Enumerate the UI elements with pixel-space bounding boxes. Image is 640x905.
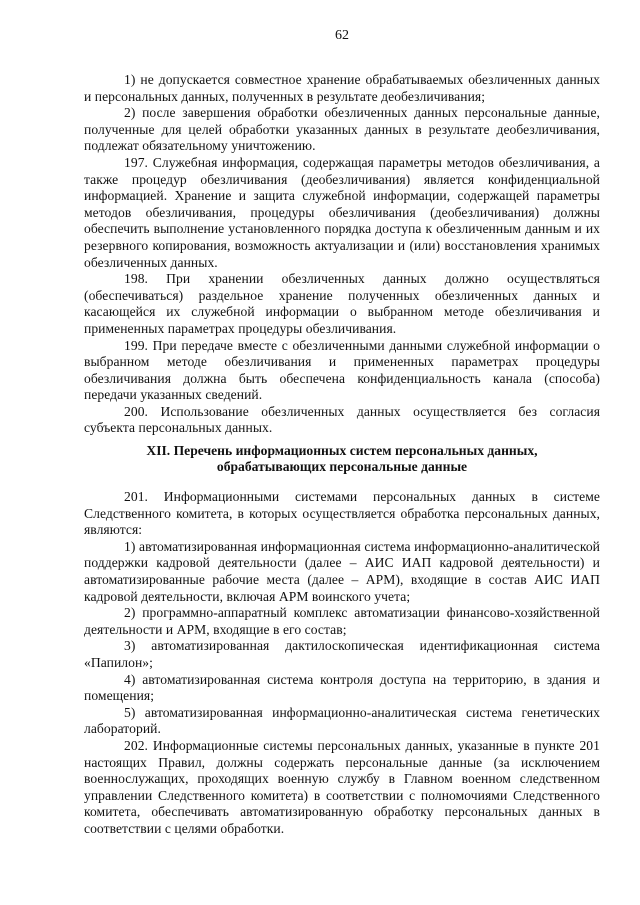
paragraph-200: 200. Использование обезличенных данных осуществляется без согласия субъекта персональных данных. <box>84 403 600 436</box>
section-heading-line-2: обрабатывающих персональные данные <box>216 459 468 475</box>
list-item-5-genetic-labs: 5) автоматизированная информационно-аналитическая система генетических лабораторий. <box>84 704 600 737</box>
paragraph-2-destroy-after-processing: 2) после завершения обработки обезличенных данных персональные данные, полученные для целей обработки указанных данных в результате деобезличивания, подлежат обязательному уничтожению. <box>84 105 600 154</box>
section-heading-line-1: XII. Перечень информационных систем персональных данных, <box>146 443 538 459</box>
paragraph-1-no-joint-storage: 1) не допускается совместное хранение обрабатываемых обезличенных данных и персональных данных, полученных в результате деобезличивания; <box>84 72 600 104</box>
paragraph-197: 197. Служебная информация, содержащая параметры методов обезличивания, а также процедур обезличивания (деобезличивания) является конфиденциальной информацией. Хранение и защита служебной информации, содержащей параметры методов обезличивания, процедуры обезличивания (деобезличивания) должны обеспечить выполнение установленного порядка доступа к обезличенным данным и их резервного копирования, возможность актуализации и (или) восстановления хранимых обезличенных данных. <box>84 154 600 270</box>
list-item-4-access-control: 4) автоматизированная система контроля доступа на территорию, в здания и помещения; <box>84 671 600 704</box>
paragraph-199: 199. При передаче вместе с обезличенными данными служебной информации о выбранном методе обезличивания и примененных параметрах процедуры обезличивания должна быть обеспечена конфиденциальность канала (способа) передачи указанных сведений. <box>84 337 600 403</box>
paragraph-201: 201. Информационными системами персональных данных в системе Следственного комитета, в которых осуществляется обработка персональных данных, являются: <box>84 489 600 538</box>
paragraph-202: 202. Информационные системы персональных данных, указанные в пункте 201 настоящих Правил, должны содержать персональные данные (за исключением военнослужащих, проходящих военную службу в Главном военном следственном управлении Следственного комитета) в соответствии с полномочиями Следственного комитета, обеспечивать автоматизированную обработку персональных данных в соответствии с целями обработки. <box>84 737 600 836</box>
section-heading-xii <box>84 443 600 475</box>
list-item-2-finance-complex: 2) программно-аппаратный комплекс автоматизации финансово-хозяйственной деятельности и АРМ, входящие в его состав; <box>84 605 600 637</box>
list-item-1-ais-iap: 1) автоматизированная информационная система информационно-аналитической поддержки кадровой деятельности (далее – АИС ИАП кадровой деятельности) и автоматизированные рабочие места (далее – АРМ), входящие в состав АИС ИАП кадровой деятельности, включая АРМ воинского учета; <box>84 538 600 604</box>
page-number: 62 <box>335 28 349 43</box>
list-item-3-papilon: 3) автоматизированная дактилоскопическая идентификационная система «Папилон»; <box>84 638 600 670</box>
paragraph-198: 198. При хранении обезличенных данных должно осуществляться (обеспечиваться) раздельное хранение полученных обезличенных данных и касающейся их служебной информации о выбранном методе обезличивания и примененных параметрах процедуры обезличивания. <box>84 271 600 336</box>
